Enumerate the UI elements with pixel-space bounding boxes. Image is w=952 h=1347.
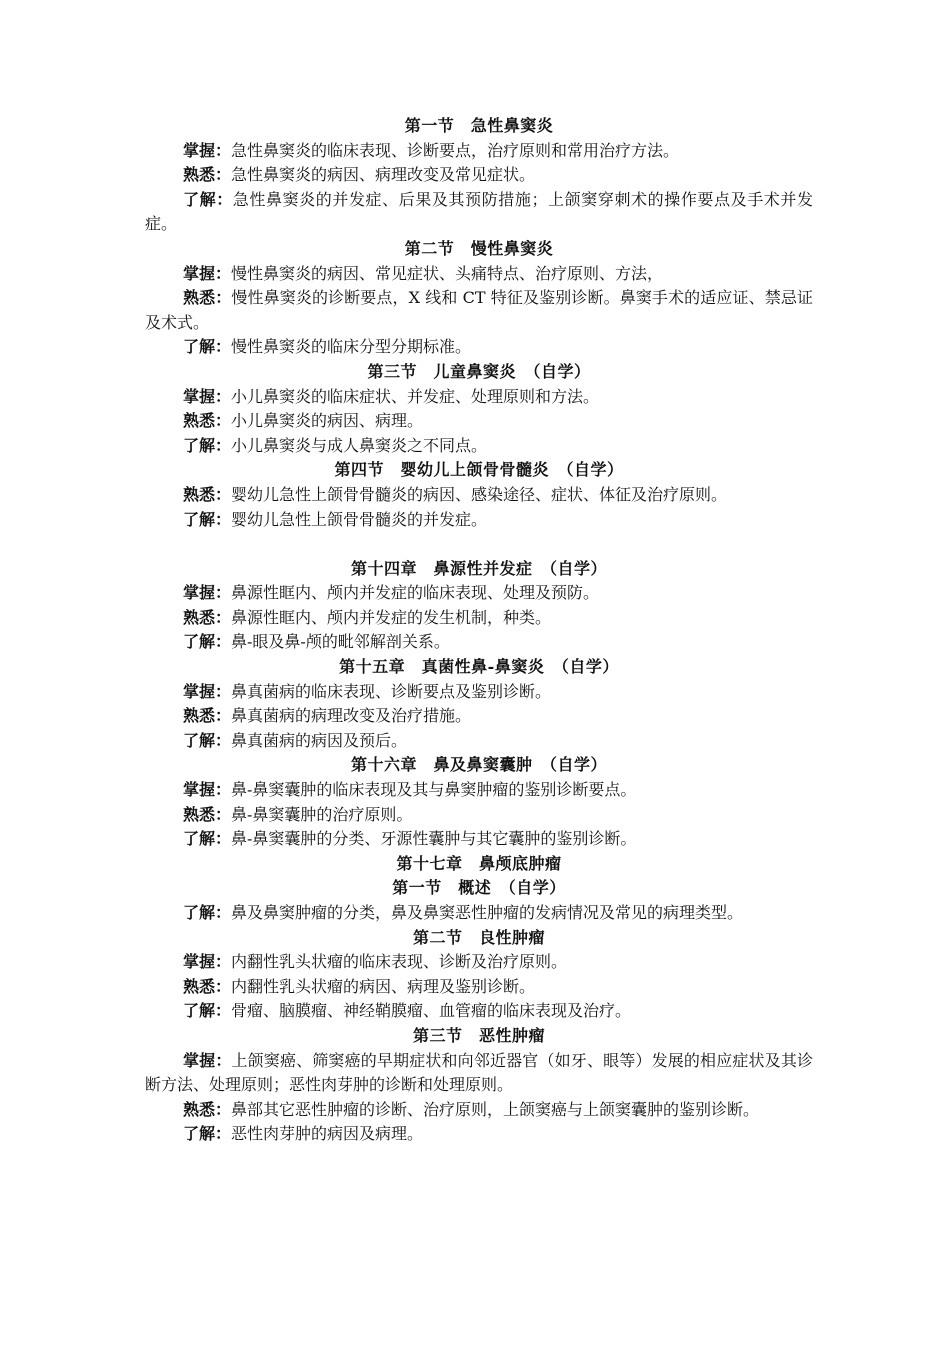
requirement-text: 鼻-鼻窦囊肿的分类、牙源性囊肿与其它囊肿的鉴别诊断。	[231, 829, 637, 849]
requirement-level-label: 掌握：	[183, 140, 232, 160]
requirement-level-label: 熟悉：	[183, 976, 232, 996]
document-page	[145, 114, 813, 1147]
requirement-level-label: 熟悉：	[183, 706, 232, 726]
requirement-level-label: 了解：	[183, 189, 233, 209]
requirement-text: 骨瘤、脑膜瘤、神经鞘膜瘤、血管瘤的临床表现及治疗。	[231, 1001, 632, 1021]
requirement-item	[145, 680, 813, 705]
requirement-text: 恶性肉芽肿的病因及病理。	[231, 1124, 424, 1144]
requirement-text: 婴幼儿急性上颌骨骨髓炎的并发症。	[231, 509, 488, 529]
requirement-level-label: 熟悉：	[183, 165, 232, 185]
section-heading: 第一节 急性鼻窦炎	[404, 116, 554, 135]
requirement-item	[145, 1122, 813, 1147]
requirement-level-label: 了解：	[183, 435, 232, 455]
requirement-level-label: 熟悉：	[183, 804, 232, 824]
requirement-text: 急性鼻窦炎的临床表现、诊断要点，治疗原则和常用治疗方法。	[231, 140, 680, 160]
requirement-text: 慢性鼻窦炎的诊断要点，X 线和 CT 特征及鉴别诊断。鼻窦手术的适应证、禁忌证及术式。	[145, 288, 813, 332]
section-heading: 第三节 恶性肿瘤	[412, 1025, 545, 1045]
requirement-item	[145, 1098, 813, 1123]
requirement-text: 鼻真菌病的临床表现、诊断要点及鉴别诊断。	[231, 681, 552, 701]
requirement-level-label: 熟悉：	[183, 484, 232, 504]
requirement-level-label: 掌握：	[183, 780, 232, 800]
requirement-level-label: 熟悉：	[183, 607, 232, 627]
requirement-level-label: 掌握：	[183, 952, 232, 972]
requirement-item	[145, 434, 813, 459]
requirement-text: 鼻-鼻窦囊肿的临床表现及其与鼻窦肿瘤的鉴别诊断要点。	[231, 780, 637, 800]
requirement-item	[145, 606, 813, 631]
section-heading: 第十七章 鼻颅底肿瘤	[396, 853, 562, 873]
section-heading: 第二节 良性肿瘤	[412, 927, 545, 947]
requirement-text: 小儿鼻窦炎与成人鼻窦炎之不同点。	[231, 435, 488, 455]
section-heading: 第十五章 真菌性鼻-鼻窦炎 （自学）	[339, 657, 619, 677]
requirement-item	[145, 778, 813, 803]
requirement-text: 上颌窦癌、筛窦癌的早期症状和向邻近器官（如牙、眼等）发展的相应症状及其诊断方法、处理原则；恶性肉芽肿的诊断和处理原则。	[145, 1050, 813, 1095]
requirement-item	[145, 409, 813, 434]
requirement-level-label: 了解：	[183, 1124, 232, 1144]
section-heading: 第三节 儿童鼻窦炎 （自学）	[367, 361, 591, 381]
requirement-level-label: 了解：	[183, 1001, 232, 1021]
requirement-level-label: 掌握：	[183, 1050, 232, 1070]
requirement-text: 鼻-鼻窦囊肿的治疗原则。	[231, 804, 413, 824]
requirement-level-label: 了解：	[183, 730, 232, 750]
requirement-level-label: 了解：	[183, 829, 232, 849]
section-heading: 第十四章 鼻源性并发症 （自学）	[350, 558, 607, 578]
requirement-text: 鼻源性眶内、颅内并发症的发生机制，种类。	[231, 607, 552, 627]
requirement-text: 鼻源性眶内、颅内并发症的临床表现、处理及预防。	[231, 583, 600, 603]
requirement-text: 内翻性乳头状瘤的病因、病理及鉴别诊断。	[231, 976, 536, 996]
requirement-item	[145, 1049, 813, 1098]
requirement-item	[145, 335, 813, 360]
requirement-item	[145, 975, 813, 1000]
section-heading: 第四节 婴幼儿上颌骨骨髓炎 （自学）	[334, 460, 624, 480]
requirement-text: 内翻性乳头状瘤的临床表现、诊断及治疗原则。	[231, 952, 568, 972]
requirement-level-label: 掌握：	[183, 681, 232, 701]
requirement-item	[145, 385, 813, 410]
requirement-level-label: 掌握：	[183, 583, 232, 603]
requirement-level-label: 了解：	[183, 903, 232, 922]
requirement-level-label: 熟悉：	[183, 1099, 232, 1119]
requirement-item	[145, 508, 813, 533]
requirement-level-label: 熟悉：	[183, 288, 232, 308]
requirement-item	[145, 139, 813, 164]
requirement-level-label: 掌握：	[183, 263, 232, 283]
section-heading: 第二节 慢性鼻窦炎	[404, 238, 554, 258]
section-heading: 第十六章 鼻及鼻窦囊肿 （自学）	[350, 755, 607, 775]
requirement-item	[145, 803, 813, 828]
requirement-item	[145, 901, 813, 926]
requirement-item	[145, 163, 813, 188]
requirement-text: 鼻部其它恶性肿瘤的诊断、治疗原则，上颌窦癌与上颌窦囊肿的鉴别诊断。	[231, 1099, 760, 1119]
requirement-text: 小儿鼻窦炎的病因、病理。	[231, 411, 424, 431]
requirement-item	[145, 262, 813, 287]
requirement-text: 急性鼻窦炎的病因、病理改变及常见症状。	[231, 165, 536, 185]
blank-line	[145, 532, 813, 557]
requirement-item	[145, 827, 813, 852]
requirement-text: 慢性鼻窦炎的临床分型分期标准。	[231, 337, 472, 357]
requirement-item	[145, 581, 813, 606]
requirement-text: 小儿鼻窦炎的临床症状、并发症、处理原则和方法。	[231, 386, 600, 406]
requirement-item	[145, 999, 813, 1024]
requirement-text: 急性鼻窦炎的并发症、后果及其预防措施；上颌窦穿刺术的操作要点及手术并发症。	[145, 189, 813, 234]
requirement-level-label: 了解：	[183, 509, 232, 529]
requirement-item	[145, 704, 813, 729]
requirement-item	[145, 483, 813, 508]
requirement-text: 鼻真菌病的病理改变及治疗措施。	[231, 706, 472, 726]
requirement-text: 鼻-眼及鼻-颅的毗邻解剖关系。	[231, 632, 450, 652]
requirement-item	[145, 950, 813, 975]
requirement-text: 婴幼儿急性上颌骨骨髓炎的病因、感染途径、症状、体征及治疗原则。	[231, 484, 728, 504]
requirement-level-label: 熟悉：	[183, 411, 232, 431]
requirement-level-label: 了解：	[183, 632, 232, 652]
requirement-item	[145, 630, 813, 655]
requirement-item	[145, 188, 813, 237]
section-heading: 第一节 概述 （自学）	[392, 878, 566, 898]
requirement-item	[145, 286, 813, 335]
requirement-text: 鼻及鼻窦肿瘤的分类，鼻及鼻窦恶性肿瘤的发病情况及常见的病理类型。	[231, 903, 744, 922]
requirement-level-label: 掌握：	[183, 386, 232, 406]
requirement-text: 鼻真菌病的病因及预后。	[231, 730, 408, 750]
requirement-text: 慢性鼻窦炎的病因、常见症状、头痛特点、治疗原则、方法，	[231, 263, 664, 283]
requirement-item	[145, 729, 813, 754]
requirement-level-label: 了解：	[183, 337, 232, 357]
